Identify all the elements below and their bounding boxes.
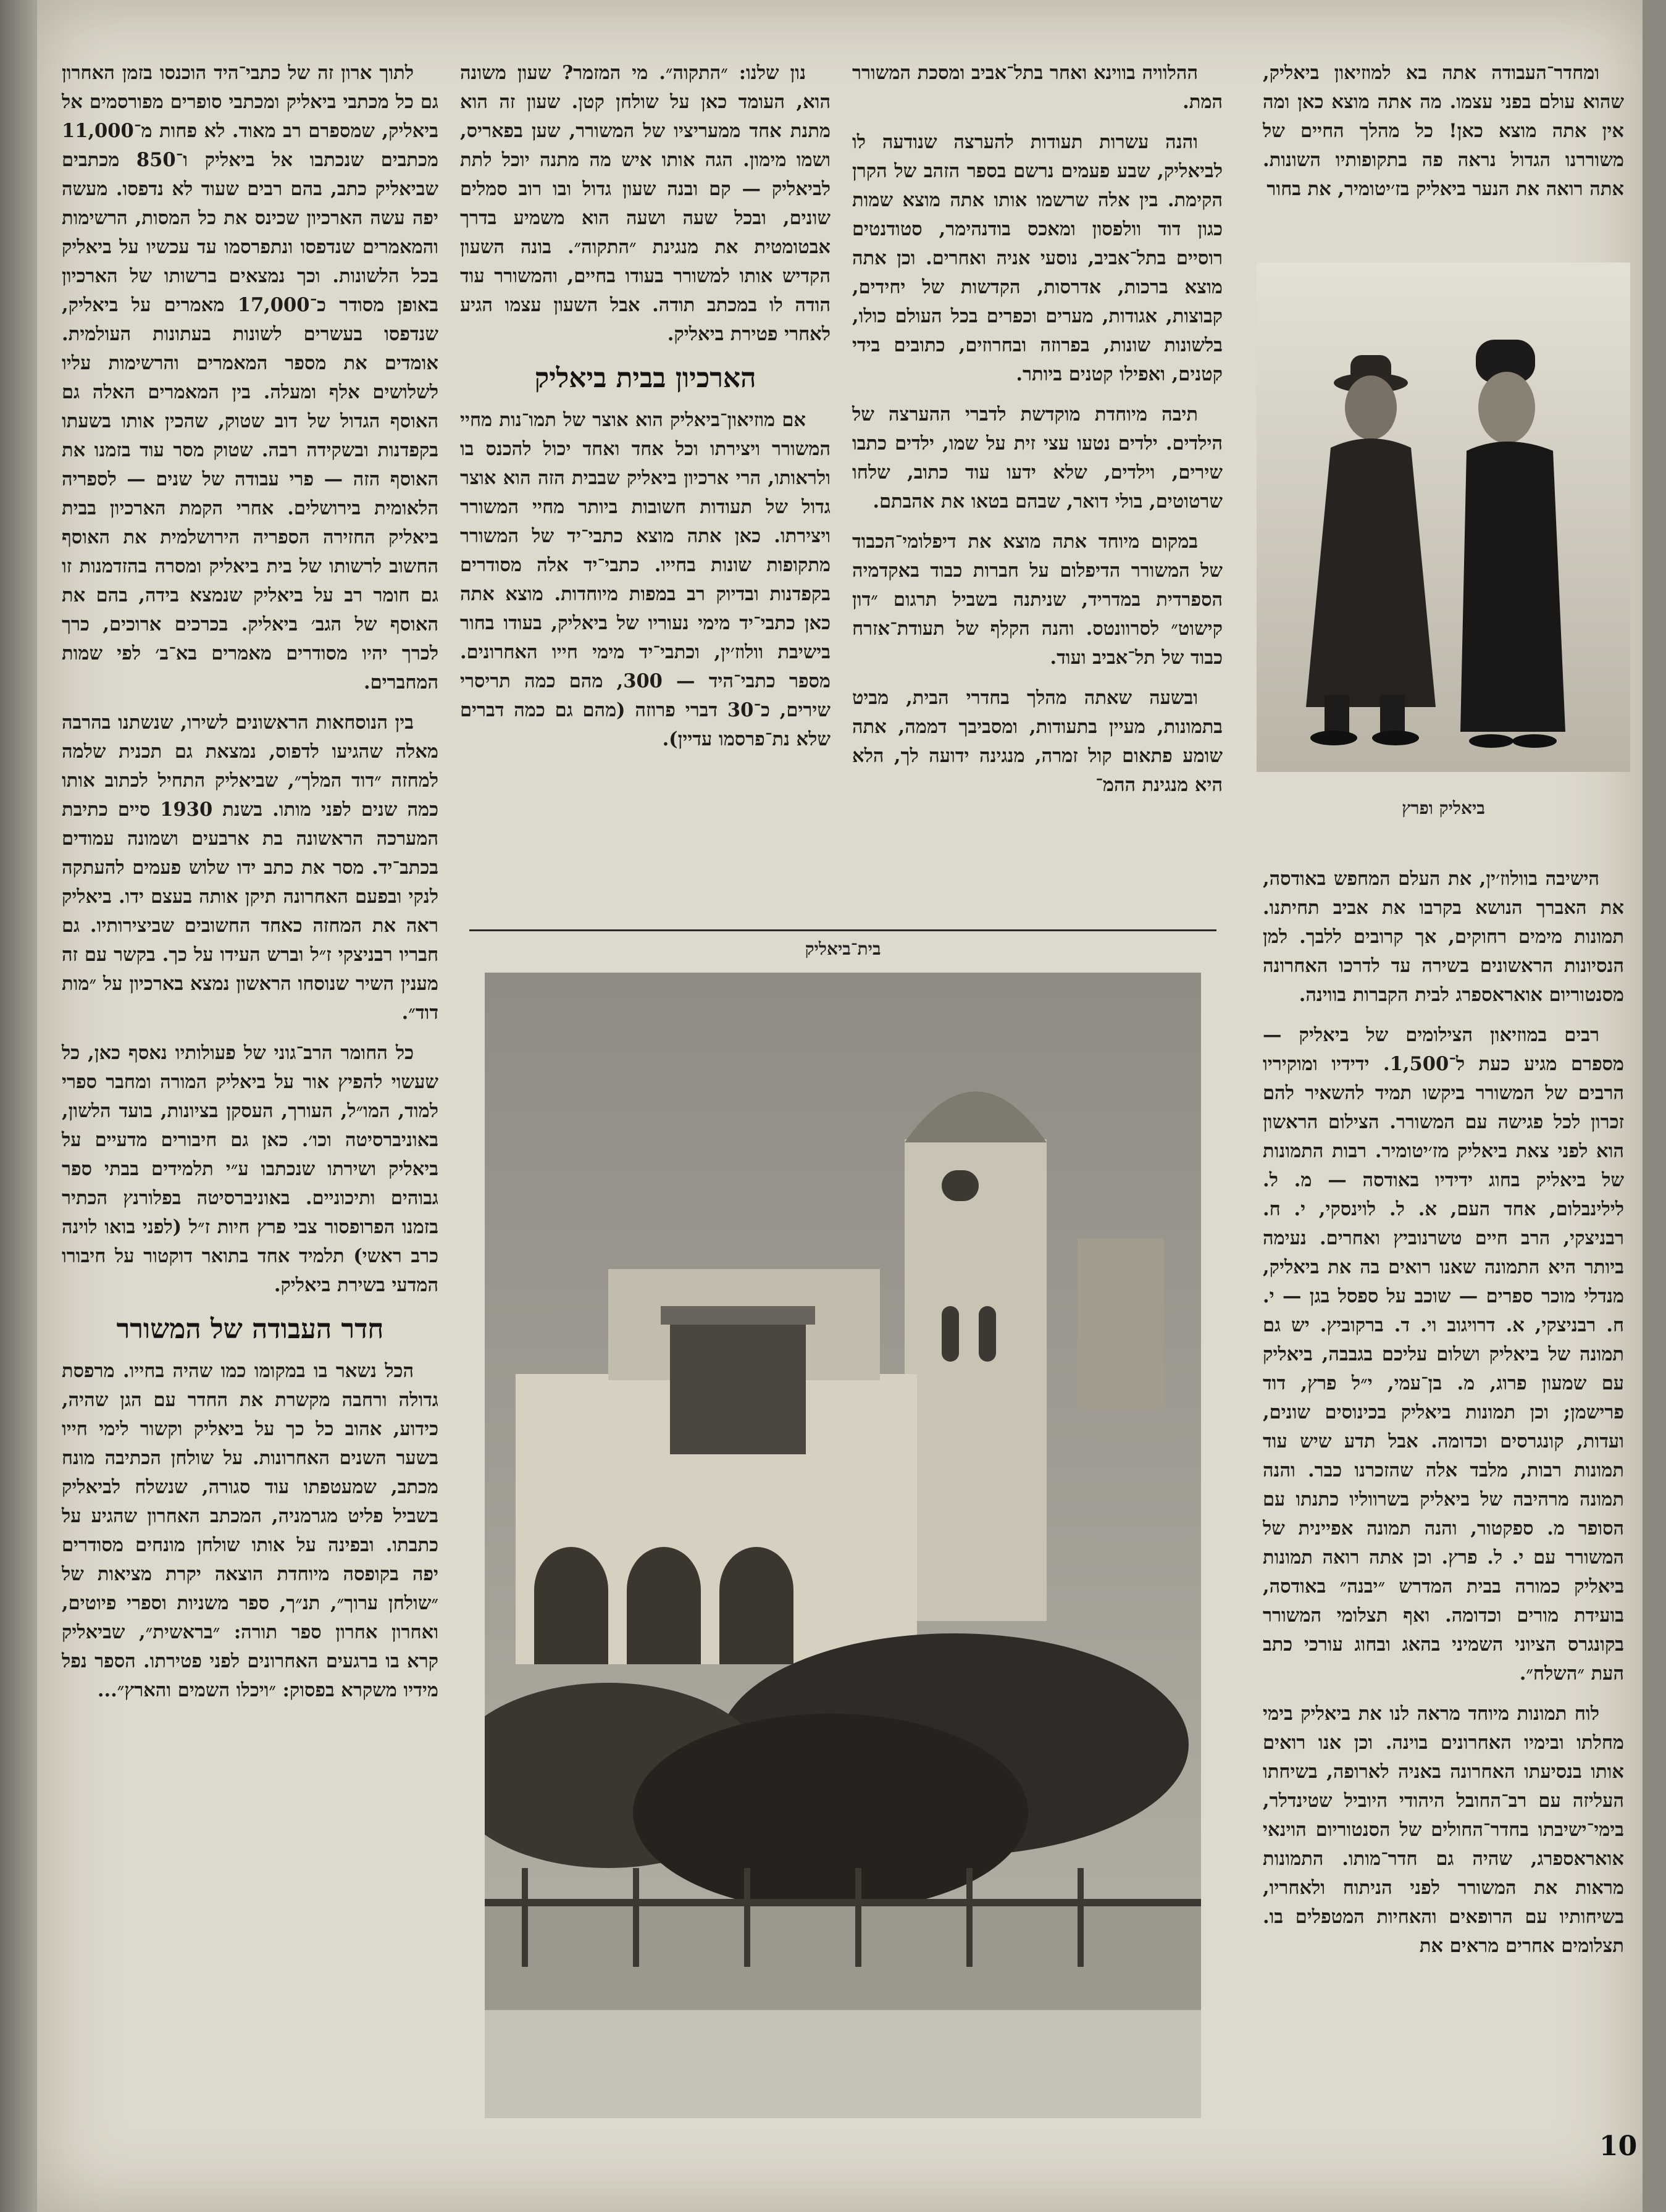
binding-gutter (0, 0, 37, 2212)
house-caption: בית־ביאליק (805, 939, 881, 959)
paragraph: ההלוויה בווינא ואחר בתל־אביב ומסכת המשורר המת. (852, 62, 1223, 113)
paragraph: ובשעה שאתה מהלך בחדרי הבית, מביט בתמונות, מעיין בתעודות, ומסביבך דממה, אתה שומע פתאום קול זמרה, מנגינה ידועה לך, הלא היא מנגינת ההמ־ (852, 687, 1223, 796)
column-1-top (1263, 59, 1624, 215)
paragraph: בין הנוסחאות הראשונים לשירו, שנשתנו בהרבה מאלה שהגיעו לדפוס, נמצאת גם תכנית שלמה למחזה ״דוד המלך״, שביאליק התחיל לכתוב אותו כמה שנים לפני מותו. בשנת 1930 סיים כתיבת המערכה הראשונה בת ארבעים ושמונה עמודים בכתב־יד. מסר את כתב ידו שלוש פעמים להעתקה לנקי ובפעם האחרונה תיקן אותה בעצם ידו. ביאליק ראה את המחזה כאחד החשובים שביצירותיו. גם חבריו רבניצקי ז״ל וברש העידו על כך. בקשר עם זה מענין השיר שנוסחו הראשון נמצא בארכיון על ״מות דוד״. (62, 711, 438, 1024)
paragraph: רבים במוזיאון הצילומים של ביאליק — מספרם מגיע כעת ל־1,500. ידידיו ומוקיריו הרבים של המשורר ביקשו תמיד להשאיר להם זכרון לכל פגישה עם המשורר. הצילום הראשון הוא לפני צאת ביאליק מז׳יטומיר. רבות התמונות של ביאליק בחוג ידידיו באודסה — מ. ל. לילינבלום, אחד העם, א. ל. לוינסקי, י. ח. רבניצקי, הרב חיים טשרנוביץ ואחרים. נעימה ביותר היא התמונה שאנו רואים בה את ביאליק, מנדלי מוכר ספרים — שוכב על ספסל בגן — י. ח. רבניצקי, א. דרויגוב וי. ד. ברקוביץ. יש גם תמונה של ביאליק ושלום עליכם בגבבה, ביאליק עם שמעון פרוג, מ. בן־עמי, י״ל פרץ, דוד פרישמן; וכן תמונות ביאליק בכינוסים שונים, ועדות, קונגרסים וכדומה. אבל תדע שיש עוד תמונות רבות, מלבד אלה שהזכרנו כבר. והנה תמונה מרהיבה של ביאליק בשרווליו כתנתו עם הסופר מ. ספקטור, והנה תמונה אפיינית של המשורר עם י. ל. פרץ. וכן אתה רואה תמונות ביאליק כמורה בבית המדרש ״יבנה״ באודסה, בועידת מורים וכדומה. ואף תצלומי המשורר בקונגרס הציוני השמיני בהאג ובחוג עורכי כתב העת ״השלח״. (1263, 1024, 1624, 1685)
paragraph: לתוך ארון זה של כתבי־היד הוכנסו בזמן האחרון גם כל מכתבי ביאליק ומכתבי סופרים מפורסמים אל ביאליק, שמספרם רב מאוד. לא פחות מ־11,000 מכתבים שנכתבו אל ביאליק ו־850 מכתבים שביאליק כתב, בהם רבים שעוד לא נדפסו. מעשה יפה עשה הארכיון שכינס את כל המסות, הרשימות והמאמרים שנדפסו ונתפרסמו עד עכשיו על ביאליק בכל הלשונות. וכך נמצאים ברשותו של הארכיון באופן מסודר כ־17,000 מאמרים על ביאליק, שנדפסו בעשרים לשונות בעתונות העולמית. אומדים את מספר המאמרים והרשימות עליו לשלושים אלף ומעלה. בין המאמרים האלה גם האוסף הגדול של דוב שטוק, שהכין אותו בשעתו בקפדנות ובשקידה רבה. שטוק מסר עוד בזמנו את האוסף הזה — פרי עבודה של שנים — לספריה הלאומית בירושלים. אחרי הקמת הארכיון בבית ביאליק החזירה הספריה הירושלמית את האוסף החשוב לרשותו של בית ביאליק ומסרה בהזדמנות זו גם חומר רב על ביאליק שנמצא בידה, בהם את האוסף של הגב׳ ביאליק. בכרכים ארוכים, כרך לכרך יהיו מסודרים מאמרים בא־ב׳ לפי שמות המחברים. (62, 62, 439, 693)
paragraph: נון שלנו: ״התקוה״. מי המזמר? שעון משונה הוא, העומד כאן על שולחן קטן. שעון זה הוא מתנת אחד ממעריציו של המשורר, שען בפאריס, ושמו מימון. הגה אותו איש מה מתנה יוכל לתת לביאליק — קם ובנה שעון גדול ובו רוב סמלים שונים, ובכל שעה ושעה הוא משמיע בדרך אבטומטית את מנגינת ״התקוה״. בונה השעון הקדיש אותו למשורר בעודו בחיים, והמשורר עוד הודה לו במכתב תודה. אבל השעון עצמו הגיע לאחרי פטירת ביאליק. (460, 62, 831, 345)
column-2 (852, 59, 1223, 811)
section-heading-workroom: חדר העבודה של המשורר (116, 1313, 384, 1345)
house-photo (485, 973, 1201, 2118)
divider-rule (469, 929, 1216, 931)
portrait-illustration (1257, 262, 1630, 772)
paragraph: ומחדר־העבודה אתה בא למוזיאון ביאליק, שהוא עולם בפני עצמו. מה אתה מוצא כאן ומה אין אתה מוצא כאן! כל מהלך החיים של משוררנו הגדול נראה פה בתקופותיו השונות. אתה רואה את הנער ביאליק בז׳יטומיר, את בחור (1263, 62, 1624, 200)
column-3 (460, 59, 831, 765)
magazine-page (37, 0, 1643, 2212)
section-heading-archive: הארכיון בבית ביאליק (534, 362, 756, 394)
paragraph: הכל נשאר בו במקומו כמו שהיה בחייו. מרפסת גדולה ורחבה מקשרת את החדר עם הגן שהיה, כידוע, אהוב כל כך על ביאליק וקשור לימי חייו בשער השנים האחרונות. על שולחן הכתיבה מונח מכתב, שמעטפתו עוד סגורה, שנשלח לביאליק בשביל פליט מגרמניה, המכתב האחרון שהגיע על כתבתו. ובפינה על אותו שולחן מונחים מסודרים יפה בקופסה מיוחדת הוצאה יקרת מציאות של ״שולחן ערוך״, תנ״ך, ספר משניות וספרי פיוטים, ואחרון אחרון ספר תורה: ״בראשית״, שביאליק קרא בו ברגעים האחרונים לפני פטירתו. הספר נפל מידיו משקרא בפסוק: ״ויכלו השמים והארץ״... (62, 1360, 438, 1701)
paragraph: תיבה מיוחדת מוקדשת לדברי ההערצה של הילדים. ילדים נטעו עצי זית על שמו, ילדים כתבו שירים, וילדים, שלא ידעו עוד כתוב, שלחו שרטוטים, בולי דואר, שבהם בטאו את אהבתם. (852, 403, 1223, 513)
paragraph: הישיבה בוולוז׳ין, את העלם המחפש באודסה, את האברך הנושא בקרבו את אביב תחיתנו. תמונות מימים רחוקים, אך קרובים ללבך. למן הנסיונות הראשונים בשירה עד לדרכו האחרונה מסנטוריום אואראספרג לבית הקברות בווינה. (1263, 868, 1624, 1006)
house-illustration (485, 973, 1201, 2118)
paragraph: לוח תמונות מיוחד מראה לנו את ביאליק בימי מחלתו ובימיו האחרונים בוינה. וכן אנו רואים אותו בנסיעתו האחרונה באניה לארופה, בשיחתו העליזה עם רב־החובל היהודי היוביל שטינדלר, בימי־ישיבתו בחדר־החולים של הסנטוריום הוינאי אואראספרג, שהיה גם חדר־מותו. התמונות מראות את המשורר לפני הניתוח ולאחריו, בשיחותיו עם הרופאים והאחיות המטפלים בו. תצלומים אחרים מראים את (1263, 1703, 1624, 1957)
paragraph: והנה עשרות תעודות להערצה שנודעה לו לביאליק, שבע פעמים נרשם בספר הזהב של הקרן הקימת. בין אלה שרשמו אותו אתה מוצא שמות כגון דוד וולפסון ומאכס בודנהימר, סטודנטים רוסיים בתל־אביב, נוסעי אניה ואחרים. וכן אתה מוצא ברכות, אדרסות, הקדשות של יחידים, קבוצות, אגודות, מערים וכפרים בכל העולם כולו, בלשונות שונות, בפרוזה ובחרוזים, כתובים בידי קטנים, ואפילו קטנים ביותר. (852, 131, 1223, 385)
page-number: 10 (1599, 2130, 1638, 2162)
paragraph: כל החומר הרב־גוני של פעולותיו נאסף כאן, כל שעשוי להפיץ אור על ביאליק המורה ומחבר ספרי למוד, המו״ל, העורך, העסקן בציונות, בועד הלשון, באוניברסיטה וכו׳. כאן גם חיבורים מדעיים על ביאליק ושירתו שנכתבו ע״י תלמידים בבתי ספר גבוהים ותיכוניים. באוניברסיטה בפלורנץ הכתיר בזמנו הפרופסור צבי פרץ חיות ז״ל (לפני בואו לוינה כרב ראשי) תלמיד אחד בתואר דוקטור על חיבורו המדעי בשירת ביאליק. (62, 1042, 438, 1296)
paragraph: אם מוזיאון־ביאליק הוא אוצר של תמו־נות מחיי המשורר ויצירתו וכל אחד ואחד יכול להכנס בו ולראותו, הרי ארכיון ביאליק שבבית הזה הוא אוצר גדול של תעודות חשובות ביותר מחיי המשורר ויצירתו. כאן אתה מוצא כתבי־יד של המשורר מתקופות שונות בחייו. כתבי־יד אלה מסודרים בקפדנות ובדיוק רב במפות מיוחדות. מוצא אתה כאן כתבי־יד מימי נעוריו של ביאליק, בעודו בחור בישיבת וולוז׳ין, וכתבי־יד מימי חייו האחרונים. מספר כתבי־היד — 300, מהם כמה תריסרי שירים, כ־30 דברי פרוזה (מהם גם כמה דברים שלא נת־פרסמו עדיין). (460, 409, 831, 750)
column-1-bottom (1263, 865, 1624, 1972)
column-4 (62, 59, 438, 1716)
portrait-caption: ביאליק ופרץ (1402, 798, 1485, 818)
portrait-photo (1257, 262, 1630, 772)
paragraph: במקום מיוחד אתה מוצא את דיפלומי־הכבוד של המשורר הדיפלום על חברות כבוד באקדמיה הספרדית במדריד, שניתנה בשביל תרגום ״דון קישוט״ לסרוונטס. והנה הקלף של תעודת־אזרח כבוד של תל־אביב ועוד. (852, 530, 1223, 669)
